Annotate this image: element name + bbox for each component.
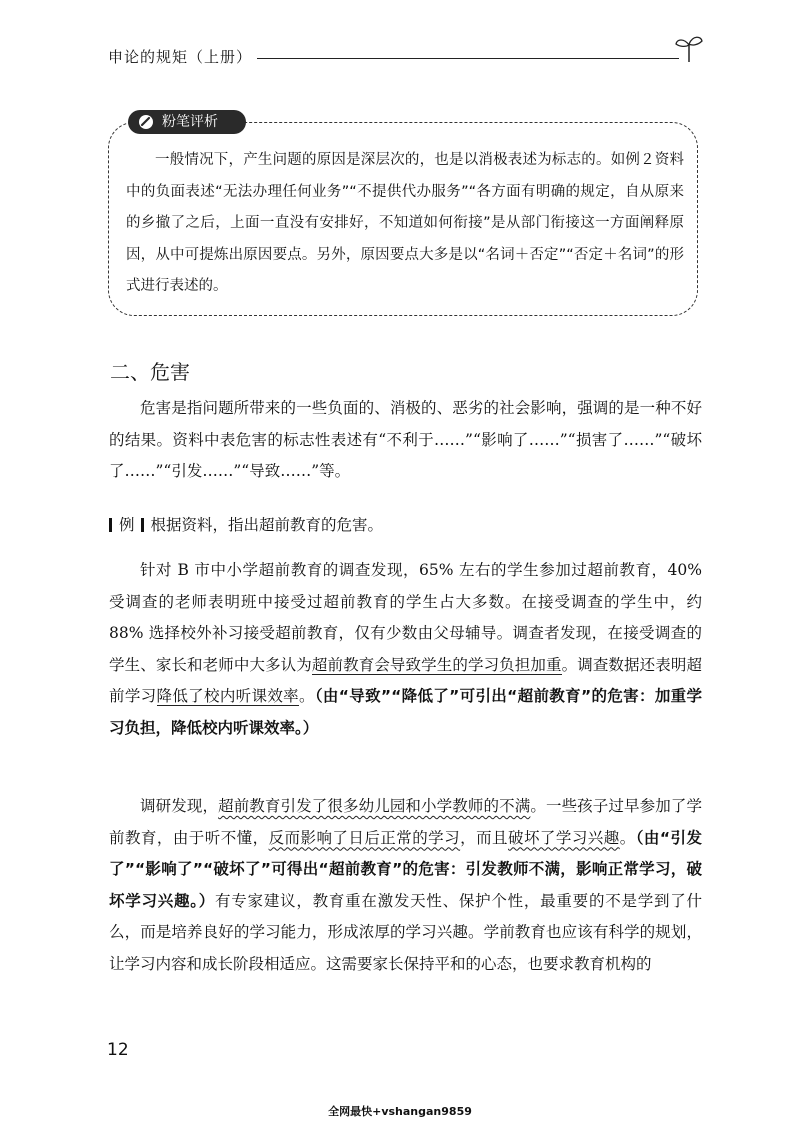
survey-paragraph xyxy=(109,555,702,744)
research-text-3: ，而且 xyxy=(460,828,508,847)
book-title: 申论的规矩（上册） xyxy=(108,48,253,66)
section-heading: 二、危害 xyxy=(110,360,190,384)
analysis-text: 一般情况下，产生问题的原因是深层次的，也是以消极表述为标志的。如例２资料中的负面表述“无法办理任何业务”“不提供代办服务”“各方面有明确的规定，自从原来的乡撤了之后，上面一直没有安排好，不知道如何衔接”是从部门衔接这一方面阐释原因，从中可提炼出原因要点。另外，原因要点大多是以“名词＋否定”“否定＋名词”的形式进行表述的。 xyxy=(126,152,684,294)
research-text-5: 有专家建议，教育重在激发天性、保护个性，最重要的不是学到了什么，而是培养良好的学习能力，形成浓厚的学习兴趣。学前教育也应该有科学的规划，让学习内容和成长阶段相适应。这需要家长保持平和的心态，也要求教育机构的 xyxy=(109,891,702,973)
underlined-phrase: 超前教育会导致学生的学习负担加重 xyxy=(311,655,562,674)
analysis-tag xyxy=(128,110,246,134)
chalk-icon xyxy=(138,114,154,130)
sprout-icon xyxy=(674,32,704,64)
analysis-tag-label: 粉笔评析 xyxy=(162,114,218,130)
example-bar-left xyxy=(109,518,112,532)
example-prompt-text: 根据资料，指出超前教育的危害。 xyxy=(150,516,384,534)
footer-note: 全网最快+vshangan9859 xyxy=(328,1105,472,1118)
header-rule xyxy=(257,58,679,59)
wavy-phrase: 超前教育引发了很多幼儿园和小学教师的不满 xyxy=(218,797,531,815)
example-prompt xyxy=(109,510,702,542)
intro-paragraph: 危害是指问题所带来的一些负面的、消极的、恶劣的社会影响，强调的是一种不好的结果。资料中表危害的标志性表述有“不利于……”“影响了……”“损害了……”“破坏了……”“引发……”“导致……”等。 xyxy=(109,399,702,480)
research-note: （由“引发了”“影响了”“破坏了”可得出“超前教育”的危害：引发教师不满，影响正常学习，破坏学习兴趣。） xyxy=(109,828,702,910)
example-word: 例 xyxy=(119,516,135,534)
survey-text-1: 针对 B 市中小学超前教育的调查发现，65% 左右的学生参加过超前教育，40% 受调查的老师表明班中接受过超前教育的学生占大多数。在接受调查的学生中，约 88% 选择校外补习接受超前教育，仅有少数由父母辅导。调查者发现，在接受调查的学生、家长和老师中大多认为 xyxy=(109,561,702,674)
research-text-4: 。 xyxy=(619,828,636,847)
research-paragraph xyxy=(109,791,702,980)
wavy-phrase: 反而影响了日后正常的学习 xyxy=(268,828,461,847)
survey-note: （由“导致”“降低了”可引出“超前教育”的危害：加重学习负担，降低校内听课效率。） xyxy=(109,687,702,737)
underlined-phrase: 降低了校内听课效率 xyxy=(156,687,299,705)
survey-text-2: 。调查数据还表明超前学习 xyxy=(109,655,702,705)
wavy-phrase: 破坏了学习兴趣 xyxy=(508,828,620,847)
example-bar-right xyxy=(141,518,144,532)
research-text-1: 调研发现， xyxy=(140,797,219,815)
research-text-2: 。一些孩子过早参加了学前教育，由于听不懂， xyxy=(109,797,702,847)
page-number: 12 xyxy=(107,1040,129,1060)
survey-text-3: 。 xyxy=(298,687,315,705)
